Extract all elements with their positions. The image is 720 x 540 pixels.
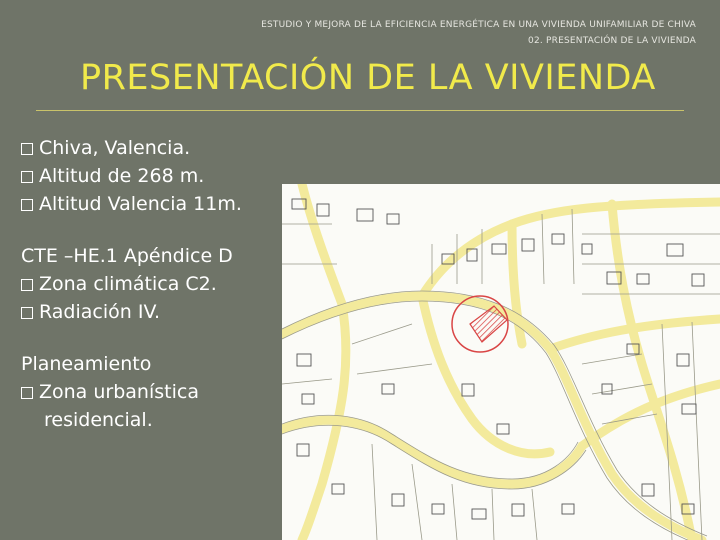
list-item: Altitud de 268 m. [21, 162, 291, 190]
header-subtitle-line2: 02. PRESENTACIÓN DE LA VIVIENDA [528, 36, 696, 46]
square-bullet-icon [21, 307, 33, 319]
square-bullet-icon [21, 171, 33, 183]
title-divider [36, 110, 684, 111]
urban-plan-map [282, 184, 720, 540]
list-item: Altitud Valencia 11m. [21, 190, 291, 218]
list-item: Zona climática C2. [21, 270, 291, 298]
slide-title: PRESENTACIÓN DE LA VIVIENDA [80, 58, 656, 98]
square-bullet-icon [21, 143, 33, 155]
cadastral-map-image [282, 184, 720, 540]
cte-heading: CTE –HE.1 Apéndice D [21, 245, 233, 267]
planning-heading: Planeamiento [21, 353, 152, 375]
list-item: Radiación IV. [21, 298, 291, 326]
square-bullet-icon [21, 279, 33, 291]
square-bullet-icon [21, 387, 33, 399]
slide-content [21, 134, 291, 434]
square-bullet-icon [21, 199, 33, 211]
list-item-continuation: residencial. [44, 409, 153, 431]
header-subtitle-line1: ESTUDIO Y MEJORA DE LA EFICIENCIA ENERGÉTICA EN UNA VIVIENDA UNIFAMILIAR DE CHIVA [261, 20, 696, 30]
list-item: Chiva, Valencia. [21, 134, 291, 162]
list-item: Zona urbanística [21, 378, 291, 406]
